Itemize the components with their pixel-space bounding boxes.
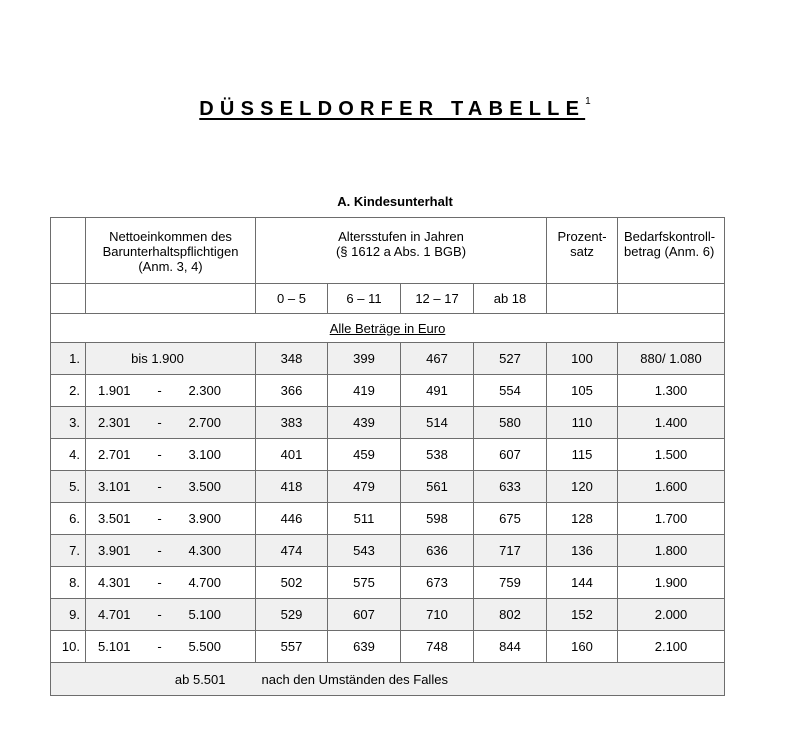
age-col-0-5: 0 – 5 bbox=[256, 284, 328, 314]
amount-6-11: 479 bbox=[328, 471, 401, 503]
income-label: bis 1.900 bbox=[131, 351, 184, 366]
income-to: 3.100 bbox=[188, 447, 221, 462]
amount-12-17: 710 bbox=[401, 599, 474, 631]
income-range bbox=[86, 375, 256, 407]
header-income bbox=[86, 218, 256, 284]
section-heading: A. Kindesunterhalt bbox=[337, 194, 453, 209]
income-to: 5.100 bbox=[188, 607, 221, 622]
amount-18-plus: 527 bbox=[474, 343, 547, 375]
table-row bbox=[51, 503, 725, 535]
range-separator: - bbox=[157, 575, 162, 590]
table-header-row bbox=[51, 218, 725, 284]
age-col-6-11: 6 – 11 bbox=[328, 284, 401, 314]
title-footnote-marker: 1 bbox=[585, 96, 591, 107]
control-amount: 1.300 bbox=[618, 375, 725, 407]
percent: 160 bbox=[547, 631, 618, 663]
amount-0-5: 557 bbox=[256, 631, 328, 663]
income-from: 3.901 bbox=[98, 543, 131, 558]
income-to: 4.700 bbox=[188, 575, 221, 590]
percent: 115 bbox=[547, 439, 618, 471]
header-percent bbox=[547, 218, 618, 284]
income-to: 4.300 bbox=[188, 543, 221, 558]
age-columns-row bbox=[51, 284, 725, 314]
row-number: 7. bbox=[51, 535, 86, 567]
amount-0-5: 366 bbox=[256, 375, 328, 407]
header-row-number bbox=[51, 218, 86, 284]
header-age-line: Altersstufen in Jahren bbox=[338, 229, 464, 244]
amount-6-11: 607 bbox=[328, 599, 401, 631]
control-amount: 1.400 bbox=[618, 407, 725, 439]
row-number: 5. bbox=[51, 471, 86, 503]
empty-cell bbox=[547, 284, 618, 314]
amount-6-11: 511 bbox=[328, 503, 401, 535]
amount-6-11: 543 bbox=[328, 535, 401, 567]
row-number: 9. bbox=[51, 599, 86, 631]
amount-0-5: 502 bbox=[256, 567, 328, 599]
amount-0-5: 383 bbox=[256, 407, 328, 439]
range-separator: - bbox=[157, 447, 162, 462]
child-support-table bbox=[50, 217, 725, 696]
income-range bbox=[86, 407, 256, 439]
range-separator: - bbox=[157, 415, 162, 430]
income-range bbox=[86, 599, 256, 631]
amount-6-11: 399 bbox=[328, 343, 401, 375]
unit-note-text: Alle Beträge in Euro bbox=[329, 320, 446, 336]
amount-6-11: 575 bbox=[328, 567, 401, 599]
income-from: 5.101 bbox=[98, 639, 131, 654]
control-amount: 1.900 bbox=[618, 567, 725, 599]
income-from: 3.501 bbox=[98, 511, 131, 526]
income-from: 4.701 bbox=[98, 607, 131, 622]
range-separator: - bbox=[157, 639, 162, 654]
percent: 136 bbox=[547, 535, 618, 567]
header-control-line: Bedarfskontroll- bbox=[624, 229, 716, 244]
income-range bbox=[86, 471, 256, 503]
amount-0-5: 348 bbox=[256, 343, 328, 375]
row-number: 8. bbox=[51, 567, 86, 599]
income-to: 3.500 bbox=[188, 479, 221, 494]
header-income-line: (Anm. 3, 4) bbox=[138, 259, 203, 274]
header-percent-line: Prozent- bbox=[557, 229, 607, 244]
amount-12-17: 598 bbox=[401, 503, 474, 535]
percent: 110 bbox=[547, 407, 618, 439]
table-row bbox=[51, 599, 725, 631]
footer-income: ab 5.501 bbox=[86, 663, 256, 696]
amount-18-plus: 759 bbox=[474, 567, 547, 599]
amount-6-11: 459 bbox=[328, 439, 401, 471]
table-row bbox=[51, 375, 725, 407]
amount-18-plus: 607 bbox=[474, 439, 547, 471]
income-to: 3.900 bbox=[188, 511, 221, 526]
amount-6-11: 639 bbox=[328, 631, 401, 663]
header-age-line: (§ 1612 a Abs. 1 BGB) bbox=[335, 244, 467, 259]
unit-note bbox=[51, 314, 725, 343]
header-income-line: Nettoeinkommen des bbox=[109, 229, 232, 244]
age-col-18-plus: ab 18 bbox=[474, 284, 547, 314]
income-from: 3.101 bbox=[98, 479, 131, 494]
income-range bbox=[86, 567, 256, 599]
income-range bbox=[86, 631, 256, 663]
income-range bbox=[86, 343, 256, 375]
table-footer-row bbox=[51, 663, 725, 696]
amount-18-plus: 554 bbox=[474, 375, 547, 407]
income-range bbox=[86, 439, 256, 471]
row-number: 1. bbox=[51, 343, 86, 375]
amount-6-11: 439 bbox=[328, 407, 401, 439]
percent: 128 bbox=[547, 503, 618, 535]
amount-0-5: 446 bbox=[256, 503, 328, 535]
amount-0-5: 474 bbox=[256, 535, 328, 567]
range-separator: - bbox=[157, 479, 162, 494]
header-control-line: betrag (Anm. 6) bbox=[624, 244, 715, 259]
amount-18-plus: 717 bbox=[474, 535, 547, 567]
amount-12-17: 467 bbox=[401, 343, 474, 375]
header-percent-line: satz bbox=[570, 244, 594, 259]
empty-cell bbox=[51, 663, 86, 696]
control-amount: 1.700 bbox=[618, 503, 725, 535]
amount-12-17: 636 bbox=[401, 535, 474, 567]
amount-0-5: 529 bbox=[256, 599, 328, 631]
percent: 100 bbox=[547, 343, 618, 375]
range-separator: - bbox=[157, 511, 162, 526]
control-amount: 880/ 1.080 bbox=[618, 343, 725, 375]
amount-0-5: 401 bbox=[256, 439, 328, 471]
table-row bbox=[51, 535, 725, 567]
amount-12-17: 491 bbox=[401, 375, 474, 407]
table-row bbox=[51, 343, 725, 375]
table-row bbox=[51, 439, 725, 471]
row-number: 6. bbox=[51, 503, 86, 535]
income-to: 2.300 bbox=[188, 383, 221, 398]
row-number: 3. bbox=[51, 407, 86, 439]
header-age-groups bbox=[256, 218, 547, 284]
amount-12-17: 673 bbox=[401, 567, 474, 599]
amount-18-plus: 675 bbox=[474, 503, 547, 535]
income-from: 2.301 bbox=[98, 415, 131, 430]
control-amount: 2.000 bbox=[618, 599, 725, 631]
row-number: 2. bbox=[51, 375, 86, 407]
table-row bbox=[51, 407, 725, 439]
percent: 120 bbox=[547, 471, 618, 503]
empty-cell bbox=[618, 284, 725, 314]
amount-12-17: 748 bbox=[401, 631, 474, 663]
percent: 152 bbox=[547, 599, 618, 631]
control-amount: 2.100 bbox=[618, 631, 725, 663]
control-amount: 1.500 bbox=[618, 439, 725, 471]
amount-18-plus: 580 bbox=[474, 407, 547, 439]
amount-12-17: 561 bbox=[401, 471, 474, 503]
income-range bbox=[86, 503, 256, 535]
age-col-12-17: 12 – 17 bbox=[401, 284, 474, 314]
amount-12-17: 538 bbox=[401, 439, 474, 471]
control-amount: 1.600 bbox=[618, 471, 725, 503]
amount-18-plus: 802 bbox=[474, 599, 547, 631]
income-from: 2.701 bbox=[98, 447, 131, 462]
income-from: 1.901 bbox=[98, 383, 131, 398]
table-row bbox=[51, 471, 725, 503]
header-control-amount bbox=[618, 218, 725, 284]
amount-18-plus: 633 bbox=[474, 471, 547, 503]
control-amount: 1.800 bbox=[618, 535, 725, 567]
footer-note: nach den Umständen des Falles bbox=[256, 663, 725, 696]
table-row bbox=[51, 631, 725, 663]
row-number: 4. bbox=[51, 439, 86, 471]
empty-cell bbox=[51, 284, 86, 314]
header-income-line: Barunterhaltspflichtigen bbox=[102, 244, 239, 259]
income-range bbox=[86, 535, 256, 567]
percent: 105 bbox=[547, 375, 618, 407]
empty-cell bbox=[86, 284, 256, 314]
range-separator: - bbox=[157, 543, 162, 558]
unit-note-row bbox=[51, 314, 725, 343]
income-to: 5.500 bbox=[188, 639, 221, 654]
range-separator: - bbox=[157, 383, 162, 398]
income-from: 4.301 bbox=[98, 575, 131, 590]
percent: 144 bbox=[547, 567, 618, 599]
amount-12-17: 514 bbox=[401, 407, 474, 439]
amount-6-11: 419 bbox=[328, 375, 401, 407]
document-title-text: DÜSSELDORFER TABELLE bbox=[199, 98, 586, 120]
income-to: 2.700 bbox=[188, 415, 221, 430]
range-separator: - bbox=[157, 607, 162, 622]
row-number: 10. bbox=[51, 631, 86, 663]
document-title bbox=[0, 98, 790, 121]
amount-18-plus: 844 bbox=[474, 631, 547, 663]
amount-0-5: 418 bbox=[256, 471, 328, 503]
table-row bbox=[51, 567, 725, 599]
